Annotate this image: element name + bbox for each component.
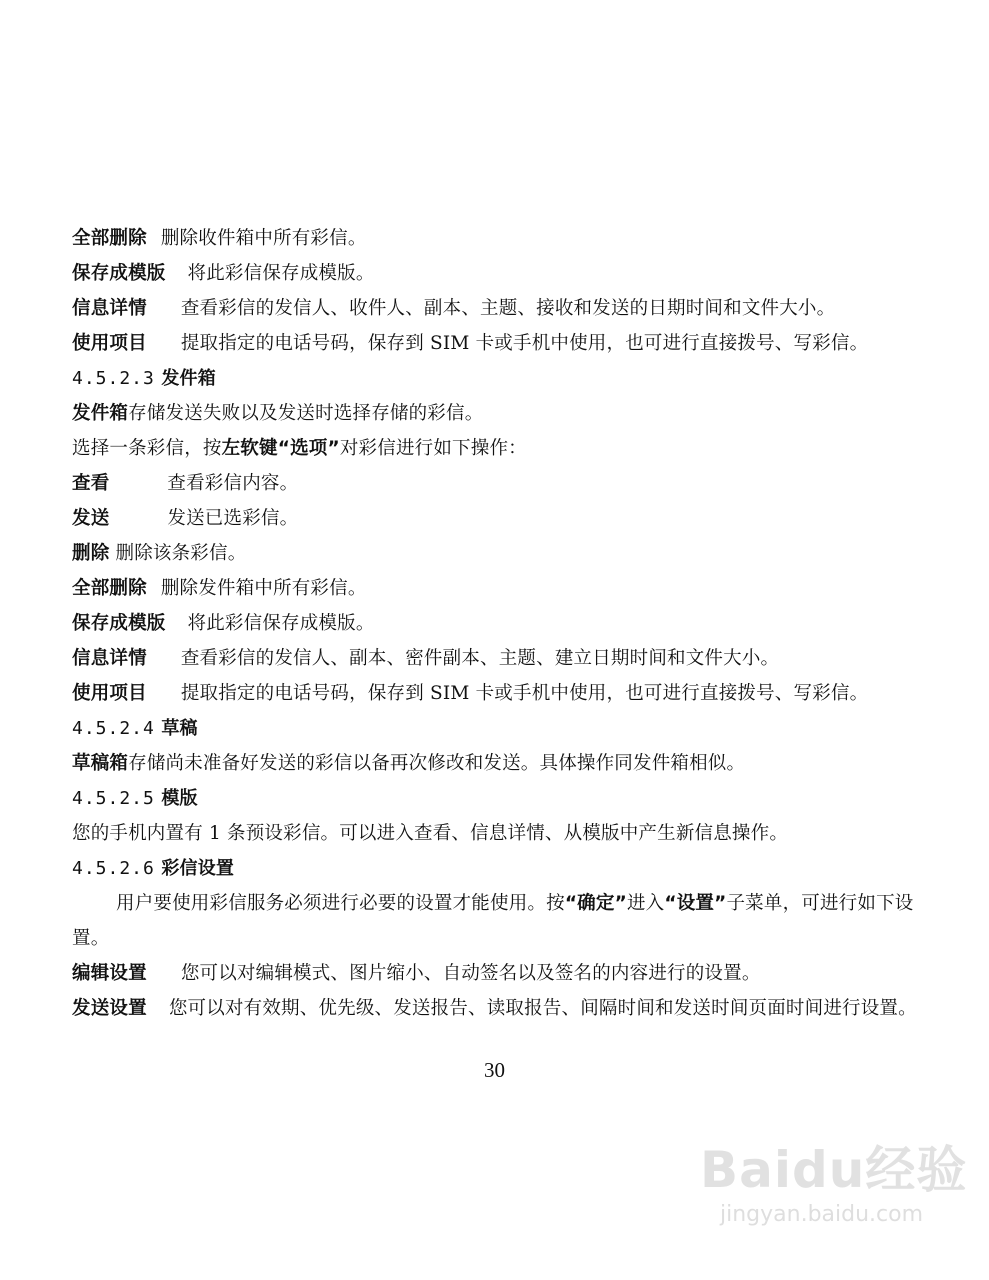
term: 发送设置 [72, 998, 147, 1019]
description: 您可以对编辑模式、图片缩小、自动签名以及签名的内容进行的设置。 [180, 963, 761, 984]
term: 保存成模版 [72, 613, 166, 634]
term: 信息详情 [72, 648, 147, 669]
drafts-description [72, 746, 922, 781]
option-name: “选项” [277, 438, 340, 459]
watermark-logo: Baidu经验 [700, 1141, 968, 1199]
templates-description [72, 816, 922, 851]
description: 删除该条彩信。 [115, 543, 247, 564]
section-title: 模版 [161, 788, 198, 809]
term: 草稿箱 [72, 753, 129, 774]
instruction-post: 对彩信进行如下操作： [339, 438, 527, 459]
page-number: 30 [484, 1058, 505, 1082]
watermark-url: jingyan.baidu.com [720, 1202, 924, 1227]
menu-line-details-outbox [72, 641, 922, 676]
description: 提取指定的电话号码，保存到 SIM 卡或手机中使用，也可进行直接拨号、写彩信。 [180, 333, 869, 354]
description: 将此彩信保存成模版。 [187, 263, 375, 284]
menu-line-save-template-outbox [72, 606, 922, 641]
menu-line-delete [72, 536, 922, 571]
instruction-line [72, 431, 922, 466]
term: 使用项目 [72, 683, 147, 704]
term: 编辑设置 [72, 963, 147, 984]
menu-line-edit-settings [72, 956, 922, 991]
menu-line-delete-all-outbox [72, 571, 922, 606]
menu-line-view [72, 466, 922, 501]
description: 存储尚未准备好发送的彩信以备再次修改和发送。具体操作同发件箱相似。 [128, 753, 746, 774]
term: 发送 [72, 508, 110, 529]
description: 查看彩信内容。 [167, 473, 299, 494]
description: 查看彩信的发信人、副本、密件副本、主题、建立日期时间和文件大小。 [180, 648, 780, 669]
description: 将此彩信保存成模版。 [187, 613, 375, 634]
description: 存储发送失败以及发送时选择存储的彩信。 [128, 403, 484, 424]
instruction-pre: 选择一条彩信，按 [72, 438, 222, 459]
section-title: 草稿 [161, 718, 198, 739]
description: 发送已选彩信。 [167, 508, 299, 529]
section-number: 4.5.2.6 [72, 858, 155, 879]
term: 查看 [72, 473, 110, 494]
paragraph-text: 用户要使用彩信服务必须进行必要的设置才能使用。按 [116, 893, 565, 914]
section-title: 彩信设置 [161, 858, 235, 879]
description: 查看彩信的发信人、收件人、副本、主题、接收和发送的日期时间和文件大小。 [180, 298, 836, 319]
description: 提取指定的电话号码，保存到 SIM 卡或手机中使用，也可进行直接拨号、写彩信。 [180, 683, 869, 704]
section-heading-templates [72, 781, 922, 816]
confirm-label: “确定” [564, 893, 627, 914]
menu-line-delete-all-inbox [72, 221, 922, 256]
section-heading-mms-settings [72, 851, 922, 886]
description: 删除收件箱中所有彩信。 [160, 228, 367, 249]
settings-label: “设置” [664, 893, 727, 914]
paragraph-text: 子菜单，可进行如下设置。 [72, 893, 914, 949]
menu-line-details [72, 291, 922, 326]
paragraph-text: 进入 [626, 893, 665, 914]
term: 使用项目 [72, 333, 147, 354]
section-number: 4.5.2.4 [72, 718, 155, 739]
menu-line-use-item [72, 326, 922, 361]
section-heading-drafts [72, 711, 922, 746]
description: 删除发件箱中所有彩信。 [160, 578, 367, 599]
outbox-description [72, 396, 922, 431]
section-number: 4.5.2.3 [72, 368, 155, 389]
settings-intro-paragraph [72, 886, 922, 956]
section-title: 发件箱 [161, 368, 216, 389]
term: 全部删除 [72, 228, 147, 249]
description: 您可以对有效期、优先级、发送报告、读取报告、间隔时间和发送时间页面时间进行设置。 [168, 998, 917, 1019]
term: 全部删除 [72, 578, 147, 599]
menu-line-send [72, 501, 922, 536]
term: 信息详情 [72, 298, 147, 319]
section-number: 4.5.2.5 [72, 788, 155, 809]
description: 您的手机内置有 1 条预设彩信。可以进入查看、信息详情、从模版中产生新信息操作。 [72, 823, 789, 844]
term: 保存成模版 [72, 263, 166, 284]
menu-line-save-template [72, 256, 922, 291]
section-heading-outbox [72, 361, 922, 396]
term: 删除 [72, 543, 110, 564]
menu-line-send-settings [72, 991, 922, 1026]
menu-line-use-item-outbox [72, 676, 922, 711]
term: 发件箱 [72, 403, 129, 424]
baidu-watermark [700, 1130, 970, 1250]
softkey-name: 左软键 [221, 438, 278, 459]
page-content [72, 221, 922, 1026]
